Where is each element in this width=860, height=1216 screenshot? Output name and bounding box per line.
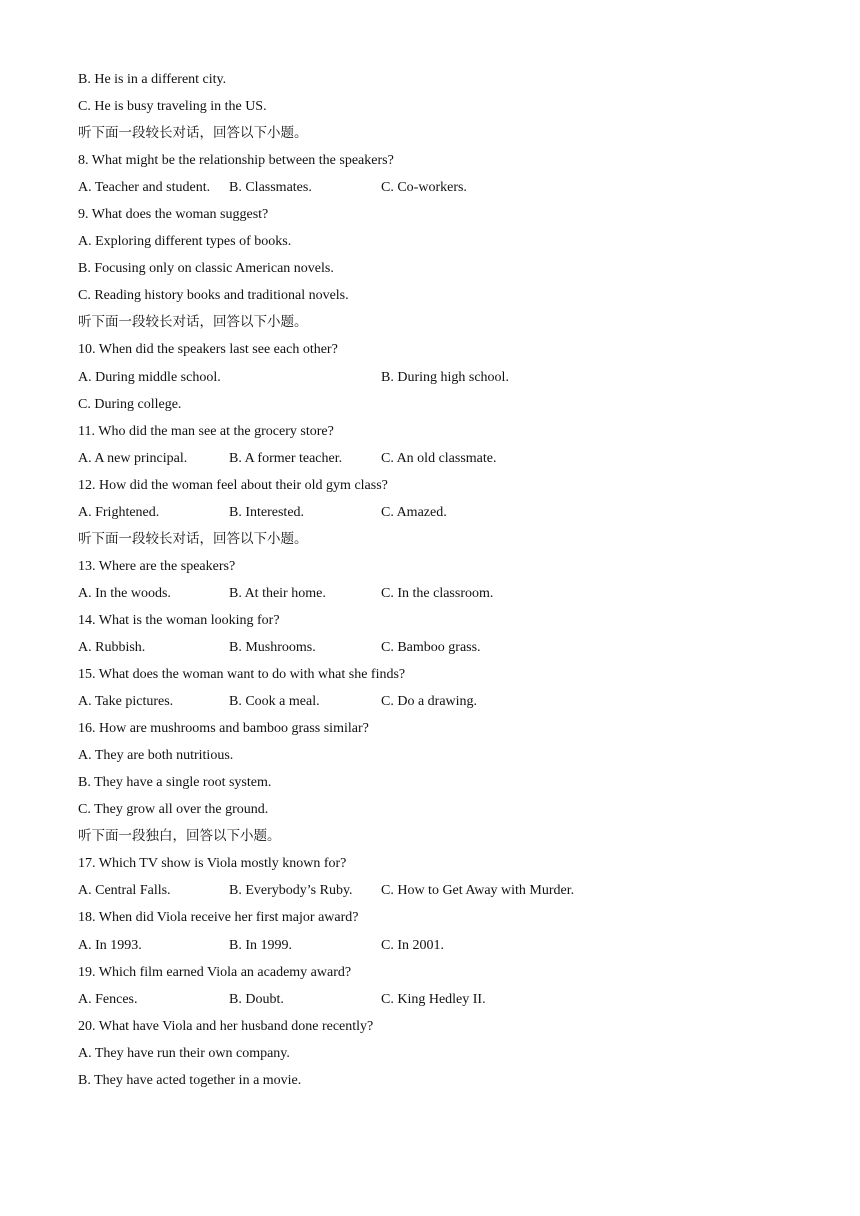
answer-options-row	[78, 580, 798, 607]
answer-option: A. Central Falls.	[78, 883, 171, 899]
question-text: 10. When did the speakers last see each other?	[78, 342, 338, 358]
answer-option: B. Mushrooms.	[229, 639, 316, 655]
question-text: 19. Which film earned Viola an academy award?	[78, 964, 352, 980]
answer-options-row	[78, 499, 798, 526]
answer-option: C. During college.	[78, 396, 182, 412]
answer-options-row	[78, 877, 798, 904]
answer-option: A. During middle school.	[78, 369, 221, 385]
answer-options-row	[78, 445, 798, 472]
question-text: 20. What have Viola and her husband done recently?	[78, 1018, 374, 1034]
answer-option: C. Do a drawing.	[381, 694, 478, 710]
answer-option: A. Fences.	[78, 991, 138, 1007]
section-instruction: 听下面一段较长对话，回答以下小题。	[78, 530, 308, 547]
answer-option: C. In the classroom.	[381, 585, 494, 601]
answer-option: B. Cook a meal.	[229, 694, 320, 710]
question-text: 11. Who did the man see at the grocery store?	[78, 423, 334, 439]
question-text: 13. Where are the speakers?	[78, 558, 236, 574]
answer-option: B. At their home.	[229, 585, 326, 601]
answer-option: B. They have acted together in a movie.	[78, 1072, 302, 1088]
question-text: 8. What might be the relationship between the speakers?	[78, 153, 394, 169]
answer-options-row	[78, 986, 798, 1013]
question-text: 9. What does the woman suggest?	[78, 207, 269, 223]
question-text: 14. What is the woman looking for?	[78, 612, 280, 628]
answer-option: C. How to Get Away with Murder.	[381, 883, 575, 899]
answer-option: B. A former teacher.	[229, 450, 343, 466]
document-page	[78, 66, 798, 1094]
answer-option: B. Interested.	[229, 504, 305, 520]
answer-option: B. In 1999.	[229, 937, 292, 953]
answer-options-row	[78, 932, 798, 959]
answer-option: A. They have run their own company.	[78, 1045, 290, 1061]
answer-option: B. Doubt.	[229, 991, 284, 1007]
answer-option: C. In 2001.	[381, 937, 444, 953]
answer-option: C. An old classmate.	[381, 450, 497, 466]
answer-options-row	[78, 634, 798, 661]
answer-option: A. A new principal.	[78, 450, 188, 466]
answer-option: C. Bamboo grass.	[381, 639, 481, 655]
answer-option: B. Classmates.	[229, 180, 312, 196]
question-text: 17. Which TV show is Viola mostly known for?	[78, 856, 347, 872]
answer-option: C. King Hedley II.	[381, 991, 486, 1007]
question-text: 12. How did the woman feel about their old gym class?	[78, 477, 388, 493]
answer-option: C. Reading history books and traditional novels.	[78, 288, 349, 304]
section-instruction: 听下面一段独白，回答以下小题。	[78, 828, 281, 845]
question-text: 18. When did Viola receive her first major award?	[78, 910, 359, 926]
answer-options-row	[78, 174, 798, 201]
answer-option: C. He is busy traveling in the US.	[78, 99, 267, 115]
answer-option: A. Take pictures.	[78, 694, 174, 710]
answer-option: B. Everybody’s Ruby.	[229, 883, 353, 899]
answer-option: A. Teacher and student.	[78, 180, 211, 196]
question-text: 16. How are mushrooms and bamboo grass similar?	[78, 721, 369, 737]
section-instruction: 听下面一段较长对话，回答以下小题。	[78, 314, 308, 331]
answer-options-row	[78, 364, 798, 391]
answer-option: B. During high school.	[381, 369, 509, 385]
answer-option: B. They have a single root system.	[78, 775, 272, 791]
answer-option: B. He is in a different city.	[78, 72, 227, 87]
answer-options-row	[78, 688, 798, 715]
answer-option: A. In the woods.	[78, 585, 171, 601]
answer-option: A. Frightened.	[78, 504, 160, 520]
question-text: 15. What does the woman want to do with what she finds?	[78, 667, 406, 683]
answer-option: C. Amazed.	[381, 504, 447, 520]
answer-option: A. Exploring different types of books.	[78, 234, 292, 250]
answer-option: A. They are both nutritious.	[78, 748, 234, 764]
answer-option: C. They grow all over the ground.	[78, 802, 269, 818]
answer-option: A. In 1993.	[78, 937, 142, 953]
answer-option: A. Rubbish.	[78, 639, 146, 655]
section-instruction: 听下面一段较长对话，回答以下小题。	[78, 125, 308, 142]
answer-option: C. Co-workers.	[381, 180, 467, 196]
answer-option: B. Focusing only on classic American novels.	[78, 261, 334, 277]
